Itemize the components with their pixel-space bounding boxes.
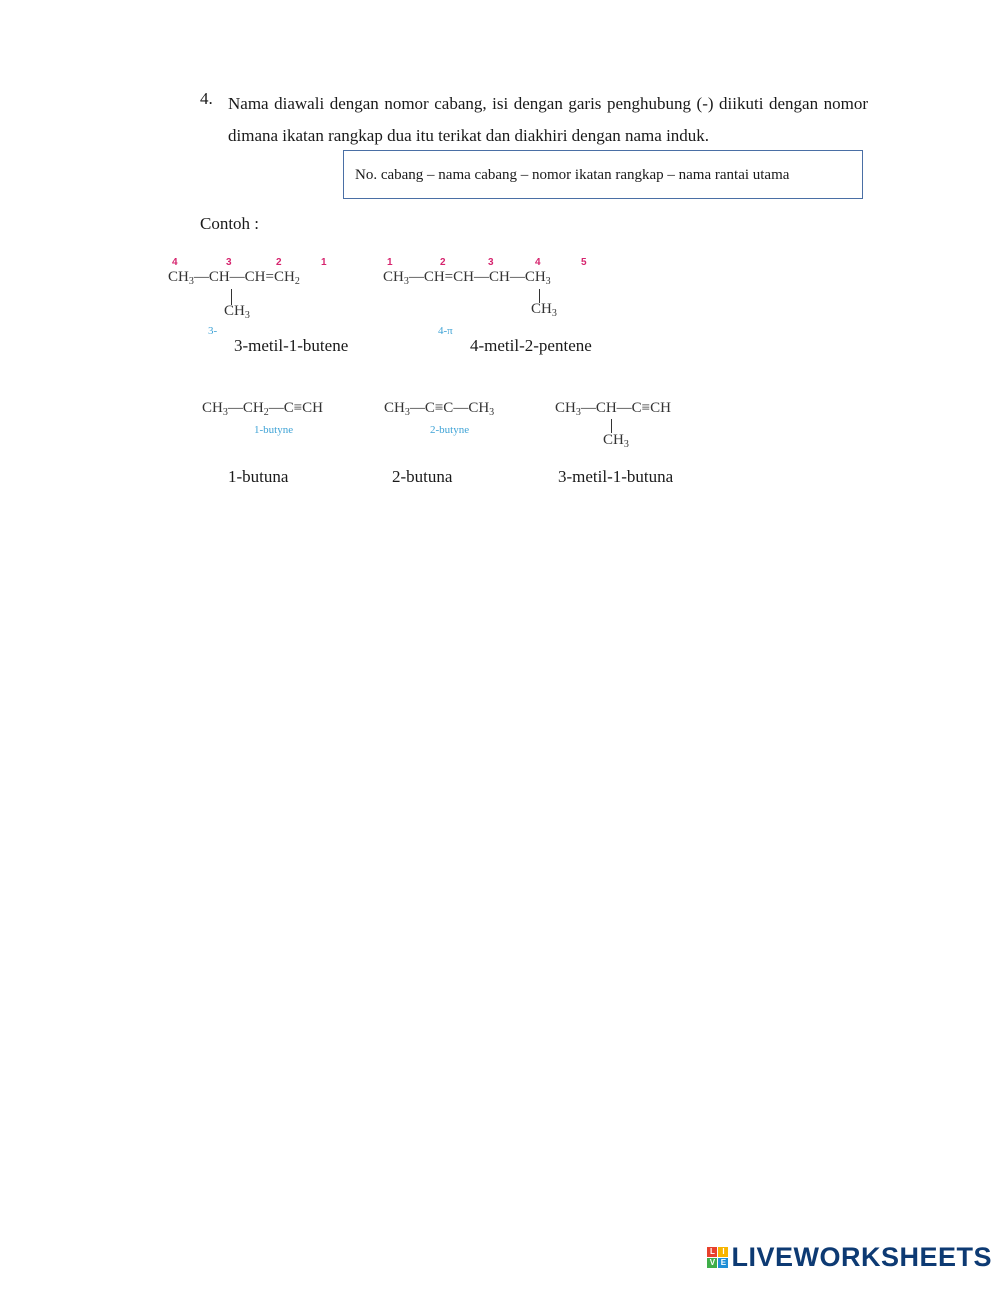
naming-formula-box: No. cabang – nama cabang – nomor ikatan rangkap – nama rantai utama [343, 150, 863, 199]
branch-formula: $CH_3$ [531, 301, 557, 319]
structure-4-metil-2-pentene [383, 255, 623, 335]
logo-mark-icon [707, 1247, 728, 1268]
carbon-number: 5 [581, 257, 587, 268]
structure-caption: 2-butyne [430, 424, 470, 436]
carbon-number: 2 [276, 257, 282, 268]
compound-name: 4-metil-2-pentene [470, 336, 592, 355]
compound-name: 3-metil-1-butuna [558, 467, 674, 486]
chain-formula: $CH_3—C\equiv C—CH_3$ [384, 400, 495, 418]
item-text: Nama diawali dengan nomor cabang, isi dengan garis penghubung (-) diikuti dengan nomor dimana ikatan rangkap dua itu terikat dan diakhiri dengan nama induk. [228, 94, 868, 145]
logo-letter: I [718, 1247, 728, 1257]
carbon-number: 4 [535, 257, 541, 268]
brand-name: LIVEWORKSHEETS [731, 1242, 992, 1272]
carbon-number: 1 [321, 257, 327, 268]
carbon-number: 3 [488, 257, 494, 268]
chain-formula: $CH_3—CH—CH=CH_2$ [168, 269, 300, 287]
overlay-label: 4-π [438, 325, 453, 337]
liveworksheets-logo [707, 1242, 992, 1273]
logo-letter: L [707, 1247, 717, 1257]
chain-formula: $CH_3—CH_2—C\equiv CH$ [202, 400, 323, 418]
logo-letter: E [718, 1258, 728, 1268]
branch-formula: $CH_3$ [224, 303, 250, 321]
structure-caption: 1-butyne [254, 424, 294, 436]
carbon-number: 3 [226, 257, 232, 268]
item-number: 4. [200, 89, 213, 108]
carbon-number: 2 [440, 257, 446, 268]
structure-2-butuna [384, 400, 544, 445]
overlay-label: 3- [208, 325, 218, 337]
compound-name: 3-metil-1-butene [234, 336, 349, 355]
structure-3-metil-1-butene [168, 255, 368, 335]
chain-formula: $CH_3—CH=CH—CH—CH_3$ [383, 269, 551, 287]
structure-3-metil-1-butuna [555, 400, 715, 455]
branch-formula: $CH_3$ [603, 432, 629, 450]
logo-letter: V [707, 1258, 717, 1268]
chain-formula: $CH_3—CH—C\equiv CH$ [555, 400, 671, 418]
carbon-number: 4 [172, 257, 178, 268]
structure-1-butuna [202, 400, 372, 445]
branch-bond [611, 419, 612, 433]
compound-name: 2-butuna [392, 467, 453, 486]
contoh-label: Contoh : [200, 214, 260, 233]
compound-name: 1-butuna [228, 467, 289, 486]
carbon-number: 1 [387, 257, 393, 268]
